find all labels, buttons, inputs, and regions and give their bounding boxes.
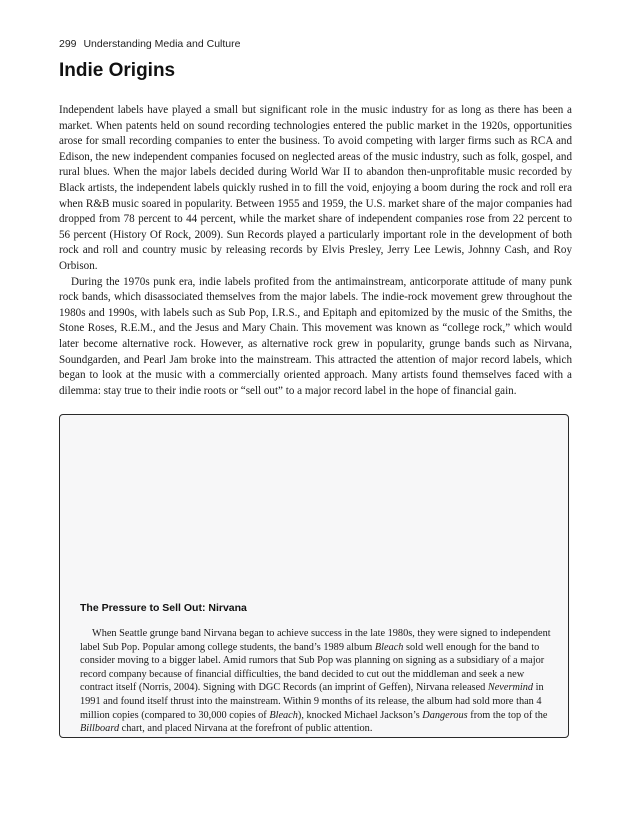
- feature-text-segment: sold well enough for the band to consider moving to a bigger label. Amid rumors that Sub Pop was planning on signing as a subsidiary of a major record company because of financial difficulties, the band decided to cut out the middleman and seek a new contract itself (Norris, 2004). Signing with DGC Records (an imprint of Geffen), Nirvana released: [80, 641, 545, 694]
- paragraph-1: Independent labels have played a small but significant role in the music industry for as long as there has been a market. When patents held on sound recording technologies entered the public market in the 1920s, opportunities arose for small recording companies to enter the business. To avoid competing with larger firms such as RCA and Edison, the new independent companies focused on neglected areas of the music industry, such as folk, gospel, and rural blues. When the major labels decided during World War II to abandon then-unprofitable music recorded by Black artists, the independent labels quickly rushed in to fill the void, enjoying a boom during the rock and roll era when R&B music soared in popularity. Between 1955 and 1959, the U.S. market share of the major companies had dropped from 78 percent to 44 percent, while the market share of independent companies rose from 22 percent to 56 percent (History Of Rock, 2009). Sun Records played a particularly important role in the development of both rock and roll and country music by releasing records by Elvis Presley, Jerry Lee Lewis, Johnny Cash, and Roy Orbison.: [59, 104, 572, 272]
- page-number: 299: [59, 38, 77, 50]
- feature-text-segment: When Seattle grunge band Nirvana began to achieve success in the late 1980s, they were signed to independent label Sub Pop. Popular among college students, the band’s 1989 album: [80, 628, 551, 653]
- album-title-bleach: Bleach: [269, 709, 298, 721]
- paragraph-2: During the 1970s punk era, indie labels profited from the antimainstream, anticorporate attitude of many punk rock bands, which disassociated themselves from the major labels. The indie-rock movement grew throughout the 1980s and 1990s, with labels such as Sub Pop, I.R.S., and Epitaph and epitomized by the music of the Smiths, the Stone Roses, R.E.M., and the Jesus and Mary Chain. This movement was known as “college rock,” which would later become alternative rock. However, as alternative rock grew in popularity, grunge bands such as Nirvana, Soundgarden, and Pearl Jam broke into the mainstream. This attracted the attention of major record labels, which began to look at the music with a commercially oriented approach. Many artists found themselves faced with a dilemma: stay true to their indie roots or “sell out” to a major record label in the hope of financial gain.: [59, 275, 572, 397]
- album-title-nevermind: Nevermind: [487, 682, 534, 694]
- feature-text-segment: in 1991 and found itself thrust into the mainstream. Within 9 months of its release, the album had sold more than 4 million copies (compared to 30,000 copies of: [80, 682, 544, 721]
- section-title: Indie Origins: [59, 60, 176, 81]
- chart-name-billboard: Billboard: [80, 723, 120, 735]
- book-title: Understanding Media and Culture: [83, 38, 241, 50]
- album-title-dangerous: Dangerous: [422, 709, 468, 721]
- feature-text: [80, 627, 552, 736]
- running-header: [59, 38, 240, 50]
- feature-title: The Pressure to Sell Out: Nirvana: [80, 602, 247, 614]
- album-title-bleach: Bleach: [374, 641, 404, 653]
- feature-text-segment: chart, and placed Nirvana at the forefront of public attention.: [119, 723, 373, 735]
- feature-box: [59, 414, 569, 738]
- feature-text-segment: ), knocked Michael Jackson’s: [297, 709, 423, 721]
- body-text: [59, 103, 572, 399]
- feature-text-segment: from the top of the: [467, 709, 548, 721]
